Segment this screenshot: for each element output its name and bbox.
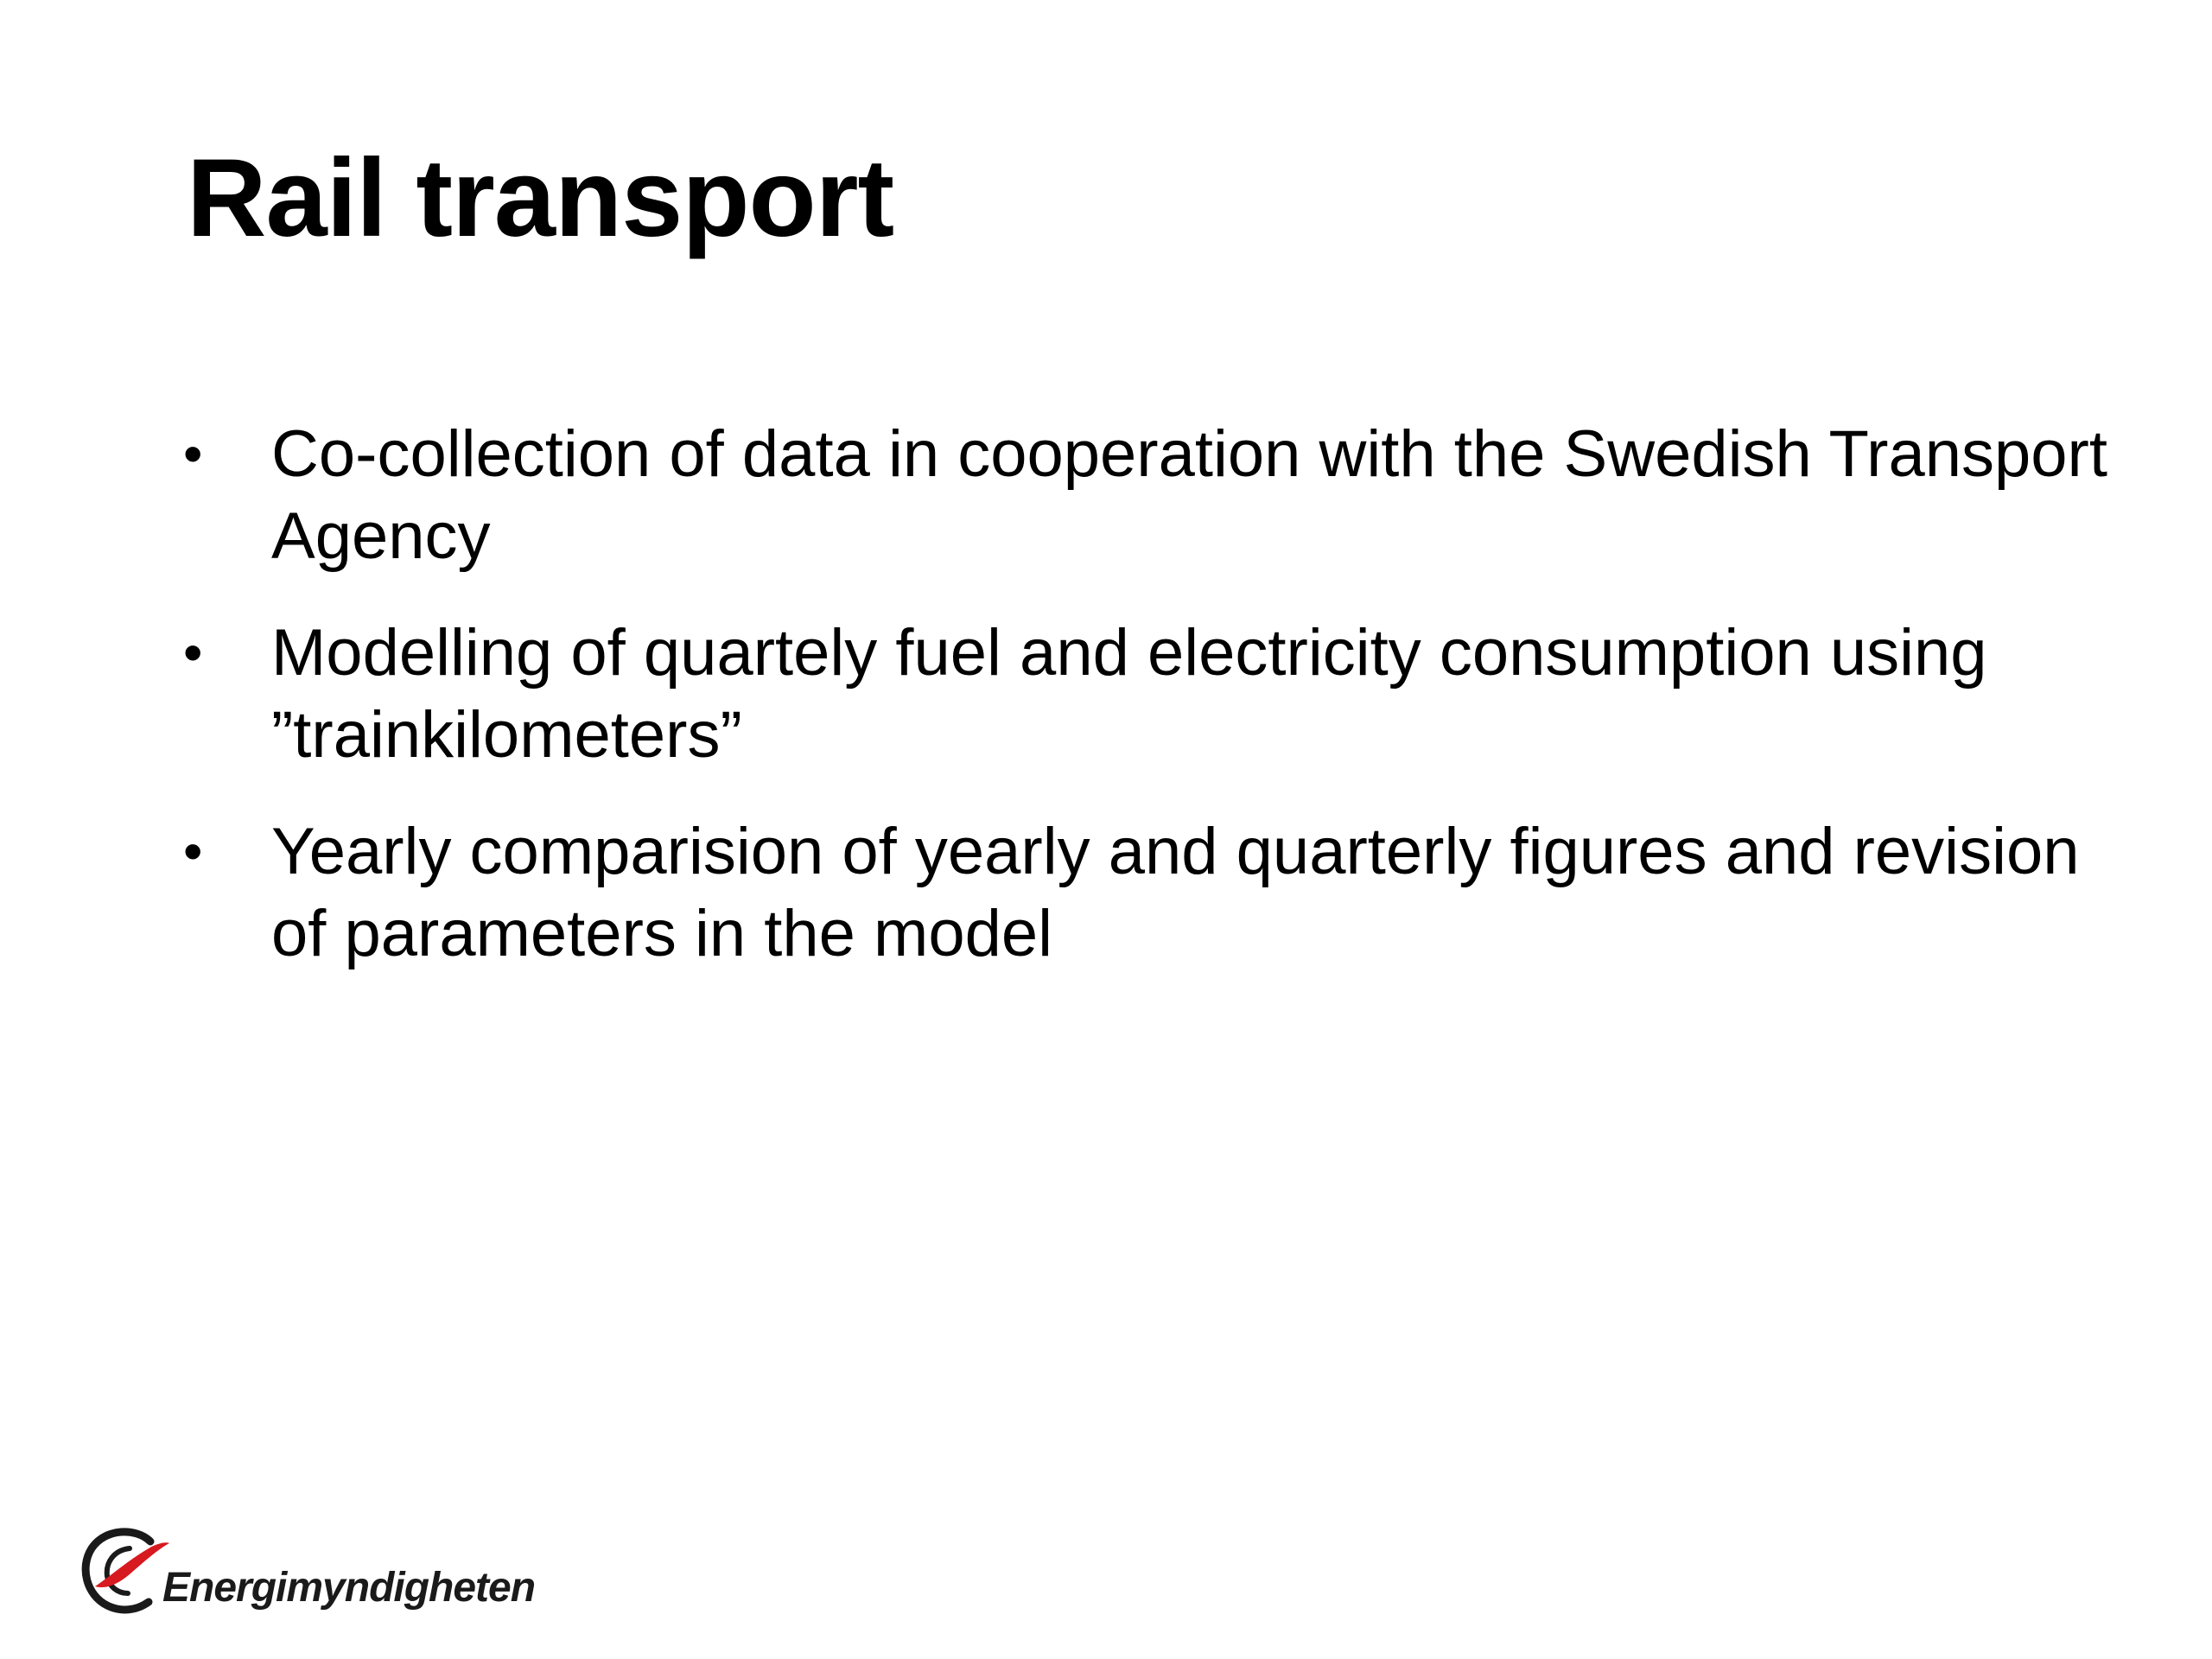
bullet-marker: •: [183, 820, 203, 882]
bullet-item: [183, 810, 2136, 975]
bullet-text: Yearly comparision of yearly and quarterly figures and revision of parameters in the model: [271, 815, 2080, 970]
slide-title: Rail transport: [187, 137, 894, 260]
bullet-item: [183, 612, 2136, 776]
bullet-marker: •: [183, 621, 203, 683]
bullet-marker: •: [183, 423, 203, 485]
bullet-text: Modelling of quartely fuel and electricity consumption using ”trainkilometers”: [271, 616, 1987, 772]
energimyndigheten-logo-mark-icon: [76, 1522, 171, 1618]
energimyndigheten-logo: [76, 1522, 536, 1626]
bullet-item: [183, 413, 2136, 577]
bullet-text: Co-collection of data in cooperation with the Swedish Transport Agency: [271, 417, 2107, 573]
logo-wordmark: Energimyndigheten: [162, 1565, 536, 1611]
bullet-list: [183, 413, 2136, 1009]
